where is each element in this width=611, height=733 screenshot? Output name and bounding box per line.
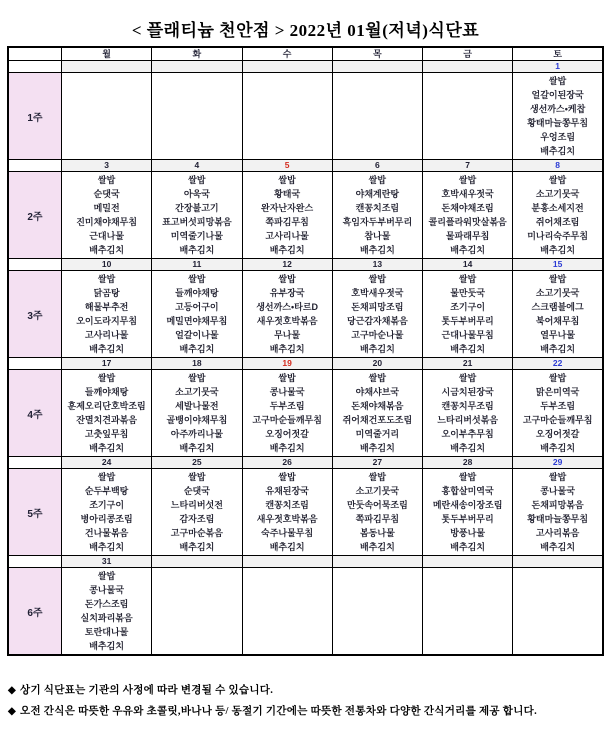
menu-item: 톳두부버무리 [441,316,494,326]
date-cell [62,61,152,73]
menu-row [8,469,603,556]
menu-item: 진미채야채무침 [76,217,138,227]
menu-cell [332,271,422,358]
note-line [8,682,611,697]
menu-item: 배추김치 [540,146,576,156]
menu-item: 쥐어채건포도조림 [342,415,413,425]
menu-item: 황태국 [274,189,301,199]
date-row-spacer [8,61,62,73]
menu-item: 콜리플라워맛살볶음 [428,217,507,227]
menu-item: 쌀밥 [97,175,116,185]
menu-item: 쌀밥 [458,175,477,185]
menu-cell [423,73,513,160]
menu-cell [62,73,152,160]
menu-item: 미역줄거리 [355,429,400,439]
menu-item: 메밀전 [93,203,120,213]
menu-item: 감자조림 [179,514,215,524]
menu-item: 훈제오리단호박조림 [67,401,146,411]
menu-item: 배추김치 [540,542,576,552]
menu-item: 표고버섯피망볶음 [162,217,232,227]
date-cell: 6 [332,160,422,172]
menu-row [8,370,603,457]
menu-cell [152,271,242,358]
menu-item: 근대나물 [89,231,125,241]
menu-item: 조기구이 [89,500,125,510]
menu-item: 두부조림 [540,401,576,411]
menu-item: 배추김치 [450,542,486,552]
menu-cell [242,370,332,457]
date-row [8,259,603,271]
menu-item: 두부조림 [269,401,305,411]
menu-cell [242,73,332,160]
menu-item: 쪽파김무침 [265,217,309,227]
date-row-spacer [8,457,62,469]
menu-item: 새우젓호박볶음 [256,514,318,524]
menu-item: 골뱅이야채무침 [166,415,228,425]
menu-item: 건나물볶음 [84,528,129,538]
menu-item: 돈채피망볶음 [531,500,584,510]
menu-cell [332,370,422,457]
menu-item: 돈채피망조림 [351,302,404,312]
date-cell: 13 [332,259,422,271]
menu-item: 쌀밥 [278,472,296,482]
menu-row [8,73,603,160]
week-label: 6주 [8,568,62,656]
date-cell: 12 [242,259,332,271]
menu-item: 쌀밥 [548,373,567,383]
menu-item: 콩나물국 [89,585,125,595]
menu-cell [242,469,332,556]
date-row [8,556,603,568]
menu-item: 순댓국 [93,189,120,199]
date-cell: 14 [423,259,513,271]
menu-item: 배추김치 [359,542,395,552]
menu-item: 배추김치 [89,245,125,255]
menu-item: 쌀밥 [458,373,477,383]
menu-item: 배추김치 [359,344,395,354]
menu-row [8,271,603,358]
week-label: 1주 [8,73,62,160]
menu-item: 숙주나물무침 [261,528,314,538]
menu-item: 잔멸치견과볶음 [76,415,138,425]
menu-item: 병아리콩조림 [80,514,133,524]
date-cell: 7 [423,160,513,172]
menu-item: 고등어구이 [175,302,219,312]
menu-row [8,568,603,656]
menu-item: 소고기뭇국 [535,189,580,199]
diamond-bullet: ◆ [8,706,16,717]
date-cell: 26 [242,457,332,469]
menu-item: 쌀밥 [548,472,567,482]
menu-item: 고구마순볶음 [170,528,223,538]
menu-item: 호박새우젓국 [441,189,494,199]
menu-item: 실치꽈리볶음 [80,613,133,623]
date-row-spacer [8,556,62,568]
menu-item: 쌀밥 [97,571,116,581]
menu-item: 홍합살미역국 [441,486,494,496]
menu-cell [513,370,603,457]
menu-cell [62,172,152,259]
menu-item: 쌀밥 [278,274,296,284]
menu-item: 콩나물국 [540,486,576,496]
date-row-spacer [8,160,62,172]
date-cell: 21 [423,358,513,370]
menu-item: 쌀밥 [368,274,387,284]
date-cell: 10 [62,259,152,271]
menu-item: 배추김치 [179,344,215,354]
menu-cell [423,370,513,457]
menu-item: 느타리버섯전 [170,500,223,510]
menu-item: 쌀밥 [97,472,116,482]
menu-item: 배추김치 [540,443,576,453]
corner-cell [8,47,62,61]
date-cell [332,556,422,568]
menu-item: 오징어젓갈 [535,429,580,439]
page-title: < 플래티늄 천안점 > 2022년 01월(저녁)식단표 [131,21,480,40]
menu-item: 생선까스•케찹 [529,104,586,114]
date-cell: 22 [513,358,603,370]
menu-item: 맑은미역국 [535,387,580,397]
date-cell: 15 [513,259,603,271]
meal-table [7,46,604,656]
menu-item: 해물부추전 [84,302,129,312]
menu-item: 배추김치 [540,245,576,255]
menu-item: 생선까스•타르D [256,302,319,312]
week-label: 4주 [8,370,62,457]
menu-item: 쌀밥 [97,373,116,383]
date-cell [513,556,603,568]
menu-cell [62,568,152,656]
menu-item: 배추김치 [540,344,576,354]
menu-item: 고구마순들깨무침 [522,415,593,425]
date-row [8,61,603,73]
menu-item: 쌀밥 [548,76,567,86]
menu-cell [332,469,422,556]
menu-item: 쌀밥 [188,175,206,185]
menu-item: 토란대나물 [84,627,129,637]
menu-item: 야채계란탕 [355,189,400,199]
date-cell: 8 [513,160,603,172]
menu-item: 고춧잎무침 [84,429,129,439]
menu-item: 얼갈이나물 [175,330,219,340]
diamond-bullet: ◆ [8,685,16,696]
menu-item: 간장불고기 [175,203,219,213]
menu-item: 만둣속어묵조림 [346,500,408,510]
menu-item: 쪽파김무침 [355,514,400,524]
menu-item: 물만둣국 [450,288,486,298]
date-row-spacer [8,259,62,271]
week-label: 3주 [8,271,62,358]
date-row [8,358,603,370]
menu-item: 쌀밥 [97,274,116,284]
menu-cell [242,172,332,259]
week-label: 5주 [8,469,62,556]
day-header-row [8,47,603,61]
menu-item: 캔꽁치조림 [265,500,309,510]
menu-item: 호박새우젓국 [351,288,404,298]
date-cell: 11 [152,259,242,271]
menu-item: 완자난자완스 [261,203,314,213]
menu-item: 오징어젓갈 [265,429,309,439]
date-cell: 24 [62,457,152,469]
menu-item: 유채된장국 [265,486,309,496]
date-cell: 25 [152,457,242,469]
menu-item: 배추김치 [179,443,215,453]
menu-item: 쥐어채조림 [535,217,580,227]
menu-item: 쌀밥 [188,472,206,482]
menu-item: 메란새송이장조림 [432,500,503,510]
menu-cell [513,271,603,358]
menu-item: 봄동나물 [359,528,395,538]
menu-item: 톳두부버무리 [441,514,494,524]
menu-item: 쌀밥 [458,472,477,482]
menu-item: 세발나물전 [175,401,219,411]
menu-cell [62,469,152,556]
menu-cell [423,271,513,358]
menu-item: 새우젓호박볶음 [256,316,318,326]
menu-item: 오이도라지무침 [76,316,138,326]
menu-item: 배추김치 [179,245,215,255]
menu-item: 쌀밥 [368,472,387,482]
menu-cell [152,73,242,160]
date-cell [152,61,242,73]
menu-item: 닭곰탕 [93,288,120,298]
menu-item: 배추김치 [450,443,486,453]
menu-cell [513,172,603,259]
menu-item: 쌀밥 [188,373,206,383]
menu-item: 오이부추무침 [441,429,494,439]
menu-cell [152,370,242,457]
day-header-2: 화 [152,47,242,61]
day-header-5: 금 [423,47,513,61]
menu-item: 순두부백탕 [84,486,129,496]
menu-item: 황태마늘쫑무침 [527,118,589,128]
menu-item: 쌀밥 [368,175,387,185]
date-row [8,160,603,172]
footer-notes [8,682,611,718]
date-cell: 17 [62,358,152,370]
menu-cell [423,568,513,656]
note-text: 상기 식단표는 기관의 사정에 따라 변경될 수 있습니다. [20,685,274,696]
menu-cell [62,370,152,457]
menu-item: 배추김치 [359,245,395,255]
date-cell: 19 [242,358,332,370]
menu-item: 시금치된장국 [441,387,494,397]
date-cell [423,61,513,73]
menu-cell [152,568,242,656]
menu-item: 소고기뭇국 [175,387,219,397]
menu-item: 얼갈이된장국 [531,90,584,100]
menu-item: 미나리숙주무침 [527,231,589,241]
date-cell: 4 [152,160,242,172]
date-cell [332,61,422,73]
date-row-spacer [8,358,62,370]
date-cell: 18 [152,358,242,370]
menu-row [8,172,603,259]
menu-item: 쌀밥 [278,175,296,185]
date-cell: 31 [62,556,152,568]
menu-item: 참나물 [364,231,391,241]
menu-item: 황태마늘쫑무침 [527,514,589,524]
menu-item: 배추김치 [89,542,125,552]
menu-item: 쌀밥 [188,274,206,284]
menu-cell [152,469,242,556]
menu-item: 쌀밥 [548,274,567,284]
menu-item: 물파래무침 [445,231,490,241]
menu-item: 미역줄기나물 [170,231,223,241]
menu-item: 느타리버섯볶음 [437,415,499,425]
menu-item: 근대나물무침 [441,330,494,340]
menu-item: 배추김치 [89,641,125,651]
menu-item: 우엉조림 [540,132,576,142]
menu-item: 야채샤브국 [355,387,400,397]
date-cell [242,556,332,568]
date-cell [242,61,332,73]
menu-item: 돈가스조림 [84,599,129,609]
menu-item: 배추김치 [359,443,395,453]
menu-item: 조기구이 [450,302,486,312]
week-label: 2주 [8,172,62,259]
menu-cell [62,271,152,358]
day-header-3: 수 [242,47,332,61]
menu-cell [242,271,332,358]
menu-item: 캔꽁치조림 [355,203,400,213]
menu-item: 순댓국 [183,486,210,496]
menu-cell [513,469,603,556]
menu-item: 배추김치 [450,245,486,255]
menu-item: 캔꽁치무조림 [441,401,494,411]
menu-item: 배추김치 [269,443,305,453]
menu-item: 배추김치 [450,344,486,354]
date-row [8,457,603,469]
menu-cell [332,172,422,259]
date-cell: 29 [513,457,603,469]
menu-item: 들깨야채탕 [175,288,219,298]
menu-cell [152,172,242,259]
menu-item: 돈채야채조림 [441,203,494,213]
day-header-4: 목 [332,47,422,61]
menu-item: 고사리나물 [84,330,129,340]
menu-item: 고구마순들깨무침 [252,415,322,425]
menu-item: 메밀면야채무침 [166,316,228,326]
menu-item: 아주까리나물 [170,429,223,439]
menu-item: 돈채야채볶음 [351,401,404,411]
note-line [8,703,611,718]
date-cell: 28 [423,457,513,469]
menu-item: 흑임자두부버무리 [342,217,413,227]
menu-item: 소고기뭇국 [355,486,400,496]
menu-item: 북어채무침 [535,316,580,326]
menu-item: 배추김치 [269,245,305,255]
menu-item: 쌀밥 [278,373,296,383]
date-cell: 3 [62,160,152,172]
menu-item: 열무나물 [540,330,576,340]
menu-cell [423,469,513,556]
menu-item: 고사리나물 [265,231,309,241]
note-text: 오전 간식은 따뜻한 우유와 초콜릿,바나나 등/ 동절기 기간에는 따뜻한 전통차와 다양한 간식거리를 제공 합니다. [20,706,538,717]
menu-item: 쌀밥 [458,274,477,284]
menu-item: 고구마순나물 [351,330,404,340]
date-cell [423,556,513,568]
menu-item: 스크램블에그 [531,302,584,312]
menu-item: 배추김치 [269,344,305,354]
menu-item: 분홍소세지전 [531,203,584,213]
menu-cell [513,73,603,160]
menu-item: 아욱국 [183,189,210,199]
date-cell [152,556,242,568]
date-cell: 5 [242,160,332,172]
menu-item: 고사리볶음 [535,528,580,538]
menu-item: 쌀밥 [368,373,387,383]
menu-item: 유부장국 [269,288,305,298]
menu-cell [332,568,422,656]
menu-item: 배추김치 [89,344,125,354]
menu-cell [423,172,513,259]
menu-item: 콩나물국 [269,387,305,397]
menu-cell [513,568,603,656]
menu-item: 배추김치 [269,542,305,552]
date-cell: 20 [332,358,422,370]
day-header-1: 월 [62,47,152,61]
menu-item: 당근감자채볶음 [346,316,408,326]
menu-cell [242,568,332,656]
menu-item: 소고기뭇국 [535,288,580,298]
menu-item: 배추김치 [89,443,125,453]
menu-item: 쌀밥 [548,175,567,185]
day-header-6: 토 [513,47,603,61]
menu-item: 배추김치 [179,542,215,552]
menu-item: 들깨야채탕 [84,387,129,397]
meal-table-body [8,47,603,655]
menu-cell [332,73,422,160]
menu-item: 방풍나물 [450,528,486,538]
date-cell: 1 [513,61,603,73]
menu-item: 무나물 [274,330,301,340]
date-cell: 27 [332,457,422,469]
